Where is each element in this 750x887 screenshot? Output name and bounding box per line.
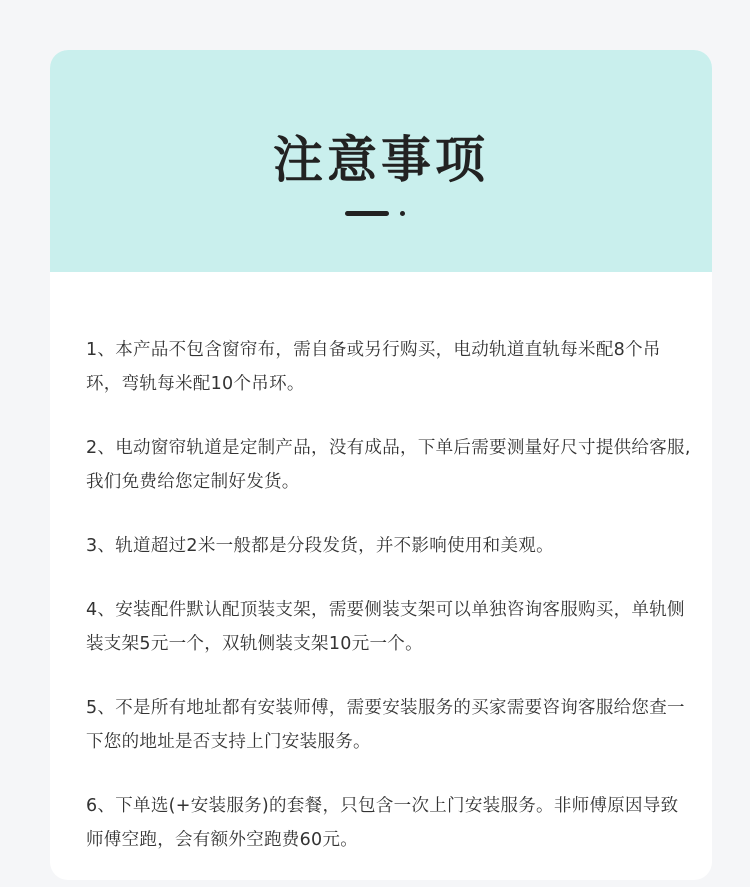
note-item-2: 2、电动窗帘轨道是定制产品，没有成品，下单后需要测量好尺寸提供给客服,我们免费给您定制好发货。 [86, 438, 691, 492]
note-item-3: 3、轨道超过2米一般都是分段发货，并不影响使用和美观。 [86, 536, 554, 556]
notes-list [86, 333, 696, 887]
note-item-1: 1、本产品不包含窗帘布，需自备或另行购买，电动轨道直轨每米配8个吊环，弯轨每米配10个吊环。 [86, 340, 661, 394]
card-header [50, 50, 712, 272]
note-item-5: 5、不是所有地址都有安装师傅，需要安装服务的买家需要咨询客服给您查一下您的地址是否支持上门安装服务。 [86, 698, 685, 752]
title-underline-bar [345, 211, 389, 216]
note-item-6: 6、下单选(+安装服务)的套餐，只包含一次上门安装服务。非师傅原因导致师傅空跑，会有额外空跑费60元。 [86, 796, 679, 850]
title-underline-dot [400, 211, 405, 216]
page-title: 注意事项 [273, 131, 489, 189]
note-item-4: 4、安装配件默认配顶装支架，需要侧装支架可以单独咨询客服购买，单轨侧装支架5元一个，双轨侧装支架10元一个。 [86, 600, 685, 654]
